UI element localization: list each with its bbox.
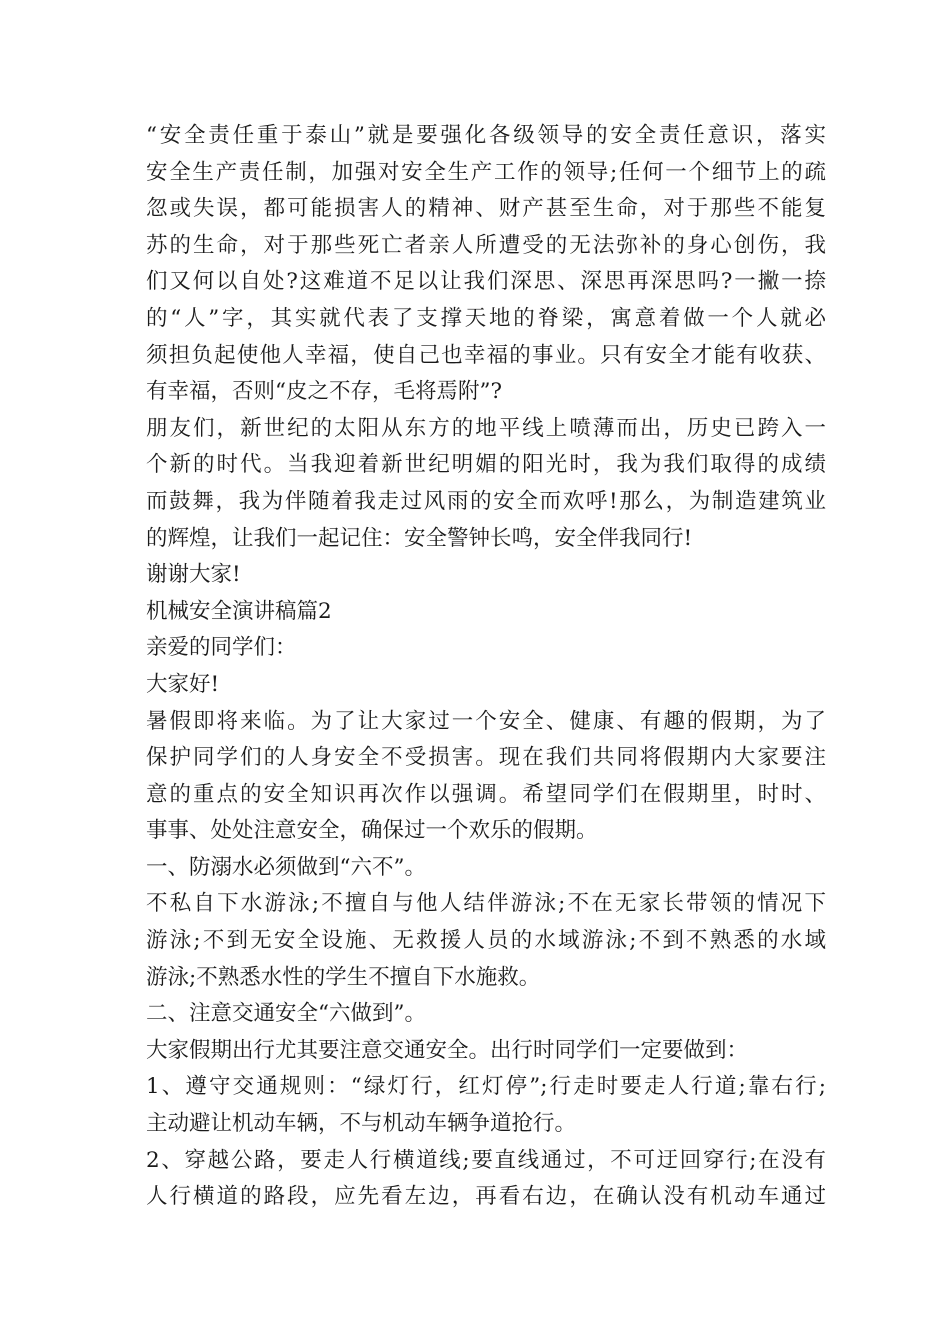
- text-line: 有幸福，否则“皮之不存，毛将焉附”?: [146, 379, 503, 405]
- text-line: 保护同学们的人身安全不受损害。现在我们共同将假期内大家要注: [146, 745, 826, 771]
- text-line: 须担负起使他人幸福，使自己也幸福的事业。只有安全才能有收获、: [146, 342, 826, 368]
- text-line: 二、注意交通安全“六做到”。: [146, 1001, 426, 1027]
- text-line: 个新的时代。当我迎着新世纪明媚的阳光时，我为我们取得的成绩: [146, 452, 826, 478]
- text-line: 不私自下水游泳;不擅自与他人结伴游泳;不在无家长带领的情况下: [146, 891, 826, 917]
- text-line: 苏的生命，对于那些死亡者亲人所遭受的无法弥补的身心创伤，我: [146, 232, 826, 258]
- text-line: 暑假即将来临。为了让大家过一个安全、健康、有趣的假期，为了: [146, 708, 826, 734]
- text-line: 大家假期出行尤其要注意交通安全。出行时同学们一定要做到：: [146, 1037, 749, 1063]
- text-line: 安全生产责任制，加强对安全生产工作的领导;任何一个细节上的疏: [146, 159, 826, 185]
- text-line: 人行横道的路段，应先看左边，再看右边，在确认没有机动车通过: [146, 1184, 826, 1210]
- text-line: 谢谢大家!: [146, 562, 241, 588]
- text-line: 一、防溺水必须做到“六不”。: [146, 854, 426, 880]
- text-line: 朋友们，新世纪的太阳从东方的地平线上喷薄而出，历史已跨入一: [146, 415, 826, 441]
- text-line: 大家好!: [146, 671, 220, 697]
- document-page: [146, 118, 826, 1216]
- text-line: 1、遵守交通规则：“绿灯行，红灯停”;行走时要走人行道;靠右行;: [146, 1074, 826, 1100]
- text-line: 事事、处处注意安全，确保过一个欢乐的假期。: [146, 818, 598, 844]
- text-line: 而鼓舞，我为伴随着我走过风雨的安全而欢呼!那么，为制造建筑业: [146, 488, 826, 514]
- text-line: 主动避让机动车辆，不与机动车辆争道抢行。: [146, 1111, 577, 1137]
- text-line: 游泳;不到无安全设施、无救援人员的水域游泳;不到不熟悉的水域: [146, 928, 826, 954]
- text-line: 游泳;不熟悉水性的学生不擅自下水施救。: [146, 964, 541, 990]
- text-line: 意的重点的安全知识再次作以强调。希望同学们在假期里，时时、: [146, 781, 826, 807]
- text-line: 的辉煌，让我们一起记住：安全警钟长鸣，安全伴我同行!: [146, 525, 693, 551]
- text-line: 亲爱的同学们：: [146, 635, 297, 661]
- text-line: 忽或失误，都可能损害人的精神、财产甚至生命，对于那些不能复: [146, 196, 826, 222]
- text-line: 们又何以自处?这难道不足以让我们深思、深思再深思吗?一撇一捺: [146, 269, 826, 295]
- text-line: 2、穿越公路，要走人行横道线;要直线通过，不可迂回穿行;在没有: [146, 1147, 826, 1173]
- text-line: 的“人”字，其实就代表了支撑天地的脊梁，寓意着做一个人就必: [146, 305, 826, 331]
- section-heading: 机械安全演讲稿篇2: [146, 598, 332, 624]
- text-line: “安全责任重于泰山”就是要强化各级领导的安全责任意识，落实: [146, 123, 826, 148]
